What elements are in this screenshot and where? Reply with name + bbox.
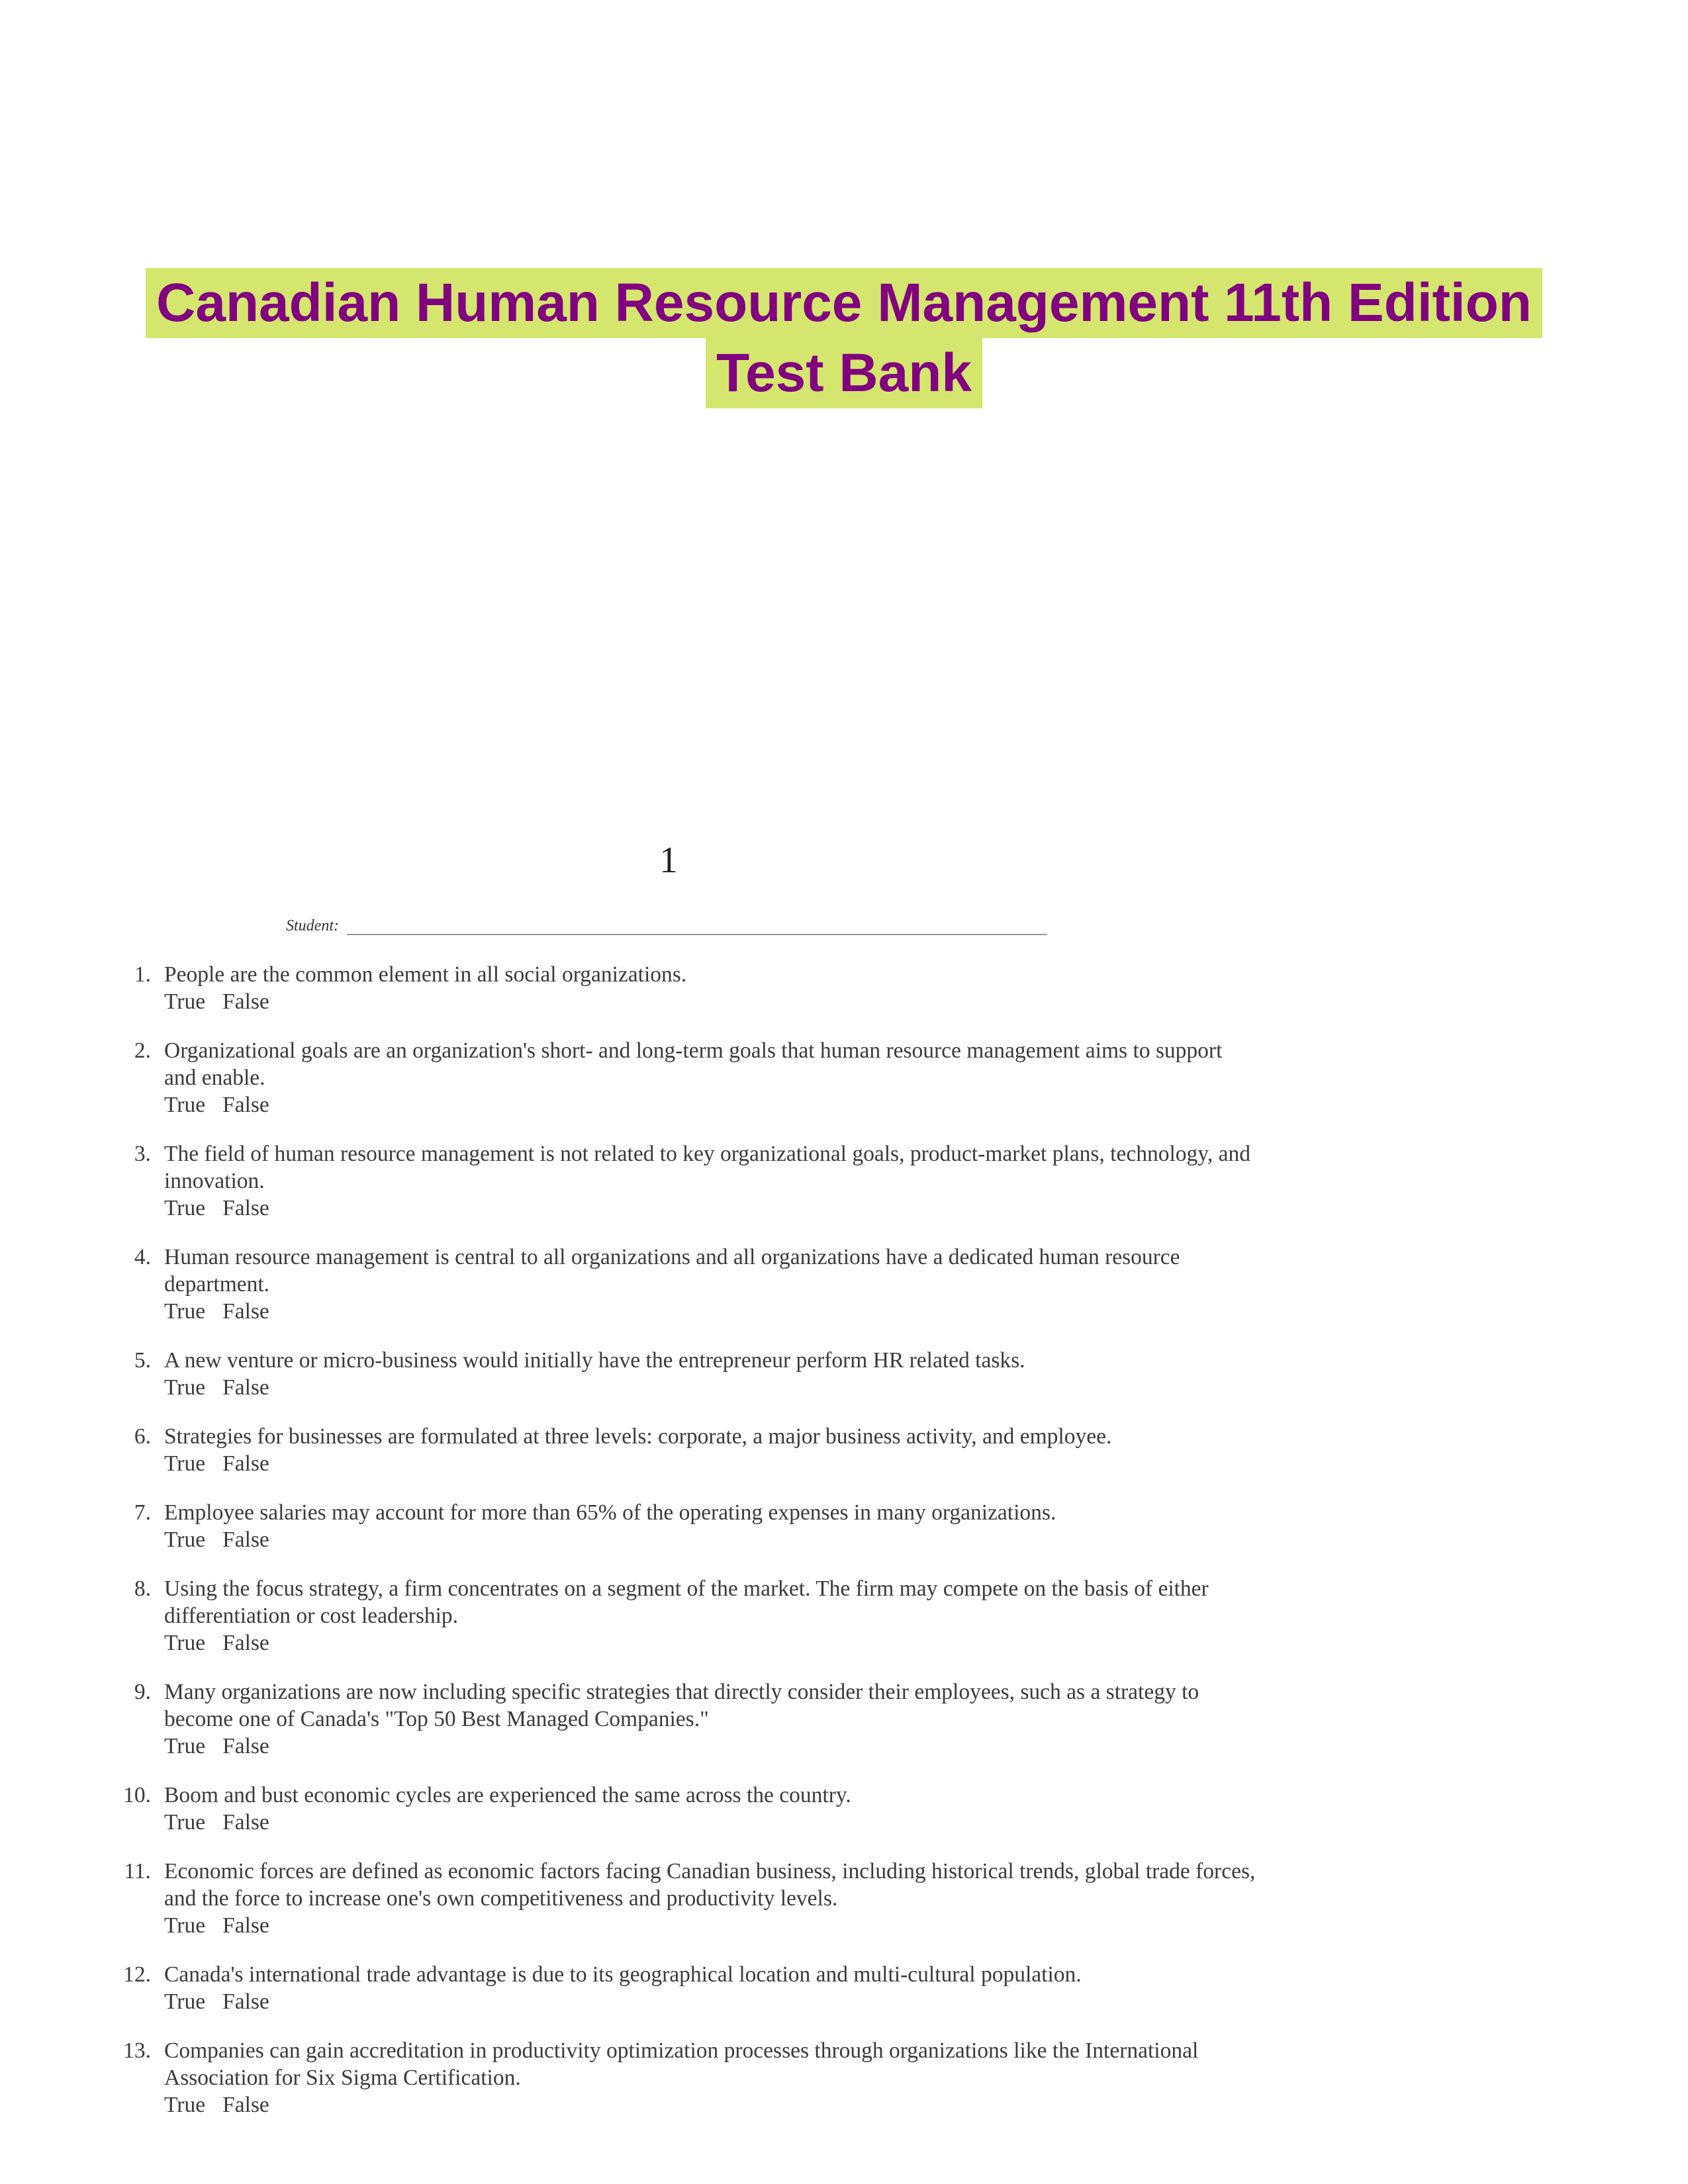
question-text: Canada's international trade advantage is due to its geographical location and multi-cultural population. (164, 1962, 1082, 1987)
answer-option-true[interactable]: True (164, 1810, 206, 1835)
answer-option-false[interactable]: False (222, 989, 269, 1014)
student-field (286, 917, 1047, 935)
chapter-number: 1 (659, 840, 678, 881)
question-number: 1. (134, 962, 151, 987)
answer-option-true[interactable]: True (164, 1734, 206, 1758)
question-text: Boom and bust economic cycles are experienced the same across the country. (164, 1783, 851, 1807)
answer-options (164, 1526, 1256, 1553)
answer-options (164, 988, 1256, 1015)
question-number: 2. (134, 1038, 151, 1063)
question-item (118, 1575, 1256, 1657)
question-item (118, 1678, 1256, 1760)
question-item (118, 1244, 1256, 1325)
answer-option-false[interactable]: False (222, 2093, 269, 2117)
answer-option-false[interactable]: False (222, 1810, 269, 1835)
question-number: 8. (134, 1576, 151, 1601)
question-item (118, 1423, 1256, 1477)
question-text: Companies can gain accreditation in productivity optimization processes through organizations like the International Association for Six Sigma Certification. (164, 2038, 1199, 2090)
answer-options (164, 1374, 1256, 1401)
answer-option-false[interactable]: False (222, 1299, 269, 1324)
question-item (118, 2037, 1256, 2118)
answer-option-true[interactable]: True (164, 1375, 206, 1400)
student-label: Student: (286, 917, 339, 934)
answer-option-true[interactable]: True (164, 1196, 206, 1220)
question-text: Employee salaries may account for more than 65% of the operating expenses in many organizations. (164, 1500, 1056, 1525)
question-number: 10. (123, 1783, 151, 1807)
question-text: Using the focus strategy, a firm concentrates on a segment of the market. The firm may compete on the basis of either differentiation or cost leadership. (164, 1576, 1209, 1628)
answer-option-true[interactable]: True (164, 1093, 206, 1117)
question-item (118, 1782, 1256, 1836)
answer-option-true[interactable]: True (164, 1451, 206, 1476)
answer-option-false[interactable]: False (222, 1527, 269, 1552)
question-item (118, 1499, 1256, 1553)
answer-option-false[interactable]: False (222, 1451, 269, 1476)
question-item (118, 1037, 1256, 1118)
answer-option-true[interactable]: True (164, 2093, 206, 2117)
answer-options (164, 2091, 1256, 2118)
title-line-1: Canadian Human Resource Management 11th Edition (146, 268, 1542, 338)
question-number: 11. (124, 1859, 151, 1884)
answer-option-false[interactable]: False (222, 1375, 269, 1400)
answer-option-true[interactable]: True (164, 1631, 206, 1655)
answer-option-false[interactable]: False (222, 1631, 269, 1655)
question-item (118, 1858, 1256, 1939)
question-number: 13. (123, 2038, 151, 2063)
answer-option-true[interactable]: True (164, 1527, 206, 1552)
answer-options (164, 1809, 1256, 1836)
answer-options (164, 1091, 1256, 1118)
answer-option-true[interactable]: True (164, 989, 206, 1014)
answer-options (164, 1733, 1256, 1760)
answer-options (164, 1298, 1256, 1325)
title-line-2: Test Bank (706, 338, 982, 408)
question-text: Many organizations are now including specific strategies that directly consider their employees, such as a strategy to become one of Canada's "Top 50 Best Managed Companies." (164, 1680, 1199, 1731)
question-number: 4. (134, 1245, 151, 1269)
student-name-line[interactable] (347, 921, 1047, 935)
question-number: 7. (134, 1500, 151, 1525)
answer-options (164, 1988, 1256, 2015)
question-item (118, 1347, 1256, 1401)
answer-options (164, 1629, 1256, 1657)
answer-options (164, 1450, 1256, 1477)
question-text: Human resource management is central to all organizations and all organizations have a dedicated human resource department. (164, 1245, 1180, 1297)
answer-option-false[interactable]: False (222, 1093, 269, 1117)
answer-option-false[interactable]: False (222, 1734, 269, 1758)
question-number: 5. (134, 1348, 151, 1373)
answer-option-true[interactable]: True (164, 1989, 206, 2014)
question-text: Organizational goals are an organization's short- and long-term goals that human resource management aims to support and enable. (164, 1038, 1223, 1090)
question-number: 12. (123, 1962, 151, 1987)
answer-option-false[interactable]: False (222, 1989, 269, 2014)
question-text: Strategies for businesses are formulated at three levels: corporate, a major business activity, and employee. (164, 1424, 1112, 1449)
question-number: 3. (134, 1142, 151, 1166)
question-number: 9. (134, 1680, 151, 1704)
answer-option-false[interactable]: False (222, 1196, 269, 1220)
question-number: 6. (134, 1424, 151, 1449)
question-text: People are the common element in all social organizations. (164, 962, 687, 987)
answer-option-true[interactable]: True (164, 1299, 206, 1324)
question-list (118, 961, 1256, 2140)
question-item (118, 961, 1256, 1015)
question-item (118, 1140, 1256, 1222)
answer-option-true[interactable]: True (164, 1913, 206, 1938)
question-text: The field of human resource management is not related to key organizational goals, product-market plans, technology, and innovation. (164, 1142, 1250, 1193)
document-title (0, 268, 1688, 408)
question-text: A new venture or micro-business would initially have the entrepreneur perform HR related tasks. (164, 1348, 1025, 1373)
question-item (118, 1961, 1256, 2015)
answer-options (164, 1195, 1256, 1222)
answer-options (164, 1912, 1256, 1939)
question-text: Economic forces are defined as economic factors facing Canadian business, including historical trends, global trade forces, and the force to increase one's own competitiveness and productivity levels. (164, 1859, 1256, 1911)
answer-option-false[interactable]: False (222, 1913, 269, 1938)
